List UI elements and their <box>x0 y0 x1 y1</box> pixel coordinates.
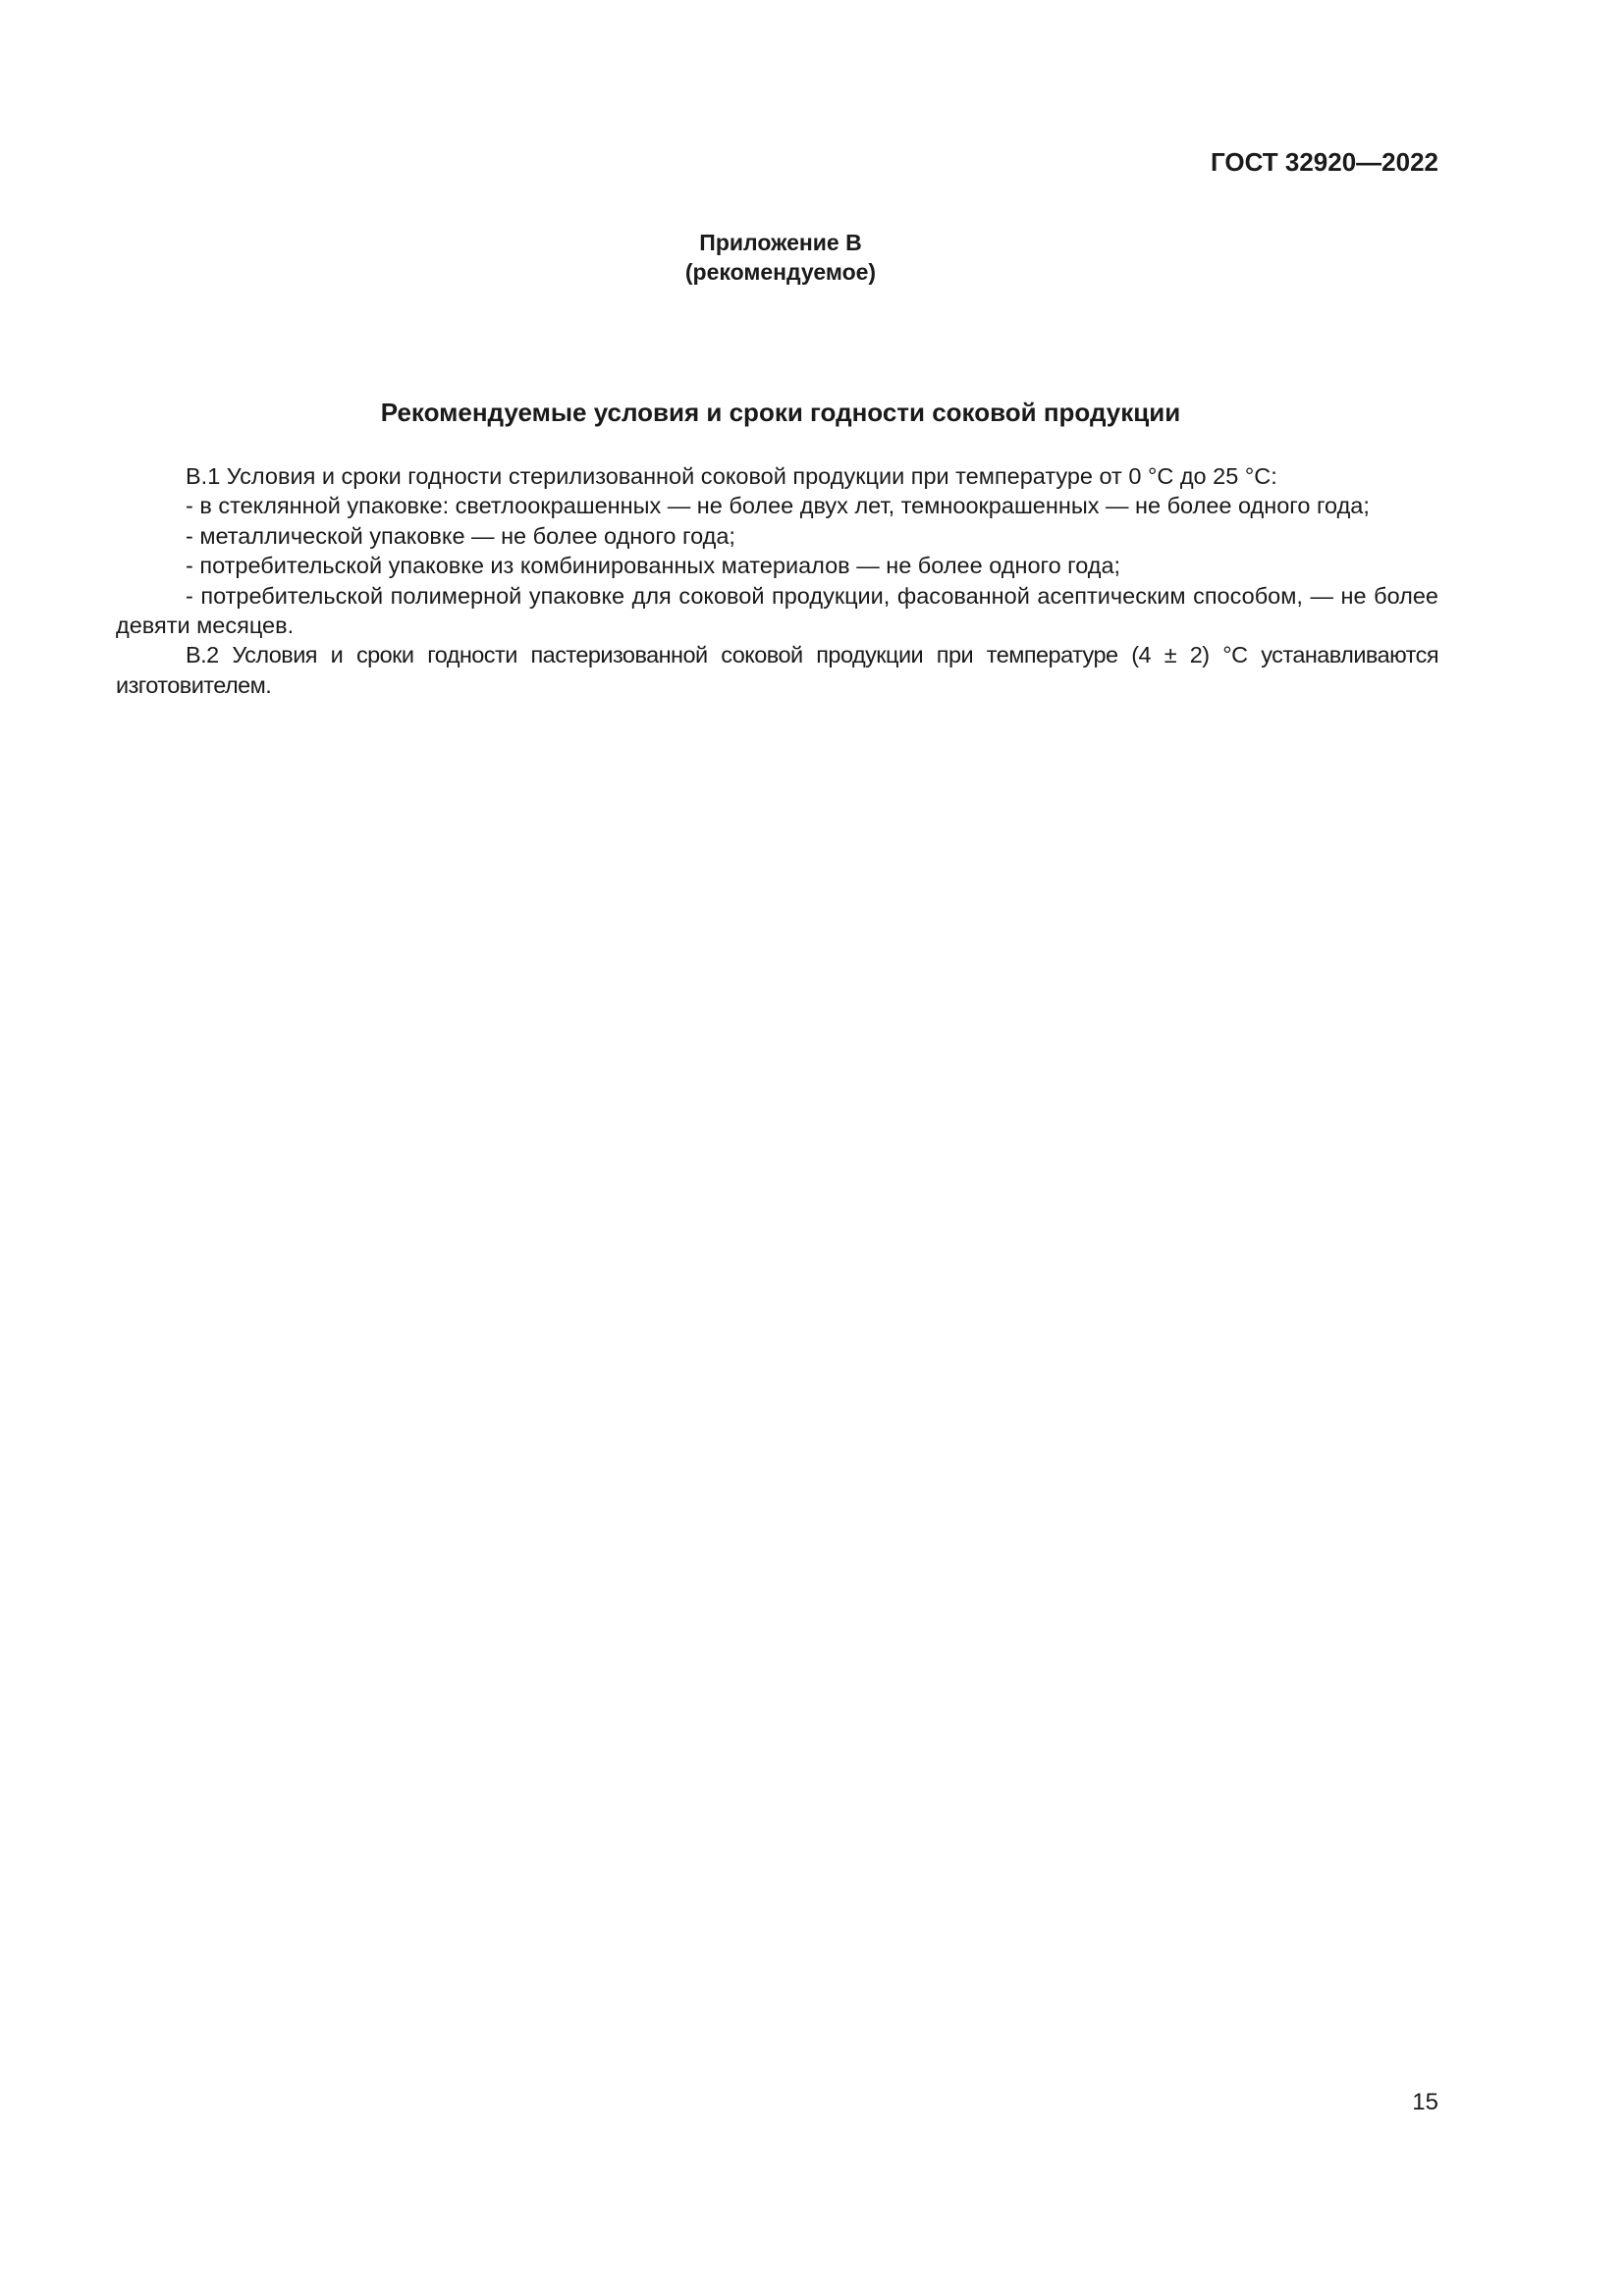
section-heading: Рекомендуемые условия и сроки годности соковой продукции <box>380 398 1181 427</box>
list-item-metal: - металлической упаковке — не более одного года; <box>186 522 735 549</box>
appendix-status: (рекомендуемое) <box>684 259 877 285</box>
paragraph-b2: В.2 Условия и сроки годности пастеризованной соковой продукции при температуре (4 ± 2) °С устанавливаются изготовителем. <box>116 642 1438 698</box>
appendix-header <box>0 228 1561 287</box>
list-item-combined: - потребительской упаковке из комбинированных материалов — не более одного года; <box>186 553 1121 579</box>
document-code: ГОСТ 32920—2022 <box>1211 147 1438 177</box>
list-item-polymer: - потребительской полимерной упаковке для соковой продукции, фасованной асептическим способом, — не более девяти месяцев. <box>116 582 1438 639</box>
page-number: 15 <box>1412 2089 1438 2115</box>
appendix-title: Приложение В <box>699 230 862 255</box>
body-text <box>116 461 1438 700</box>
list-item-glass: - в стеклянной упаковке: светлоокрашенных — не более двух лет, темноокрашенных — не более одного года; <box>186 493 1370 519</box>
paragraph-b1: В.1 Условия и сроки годности стерилизованной соковой продукции при температуре от 0 °С до 25 °С: <box>186 463 1277 489</box>
